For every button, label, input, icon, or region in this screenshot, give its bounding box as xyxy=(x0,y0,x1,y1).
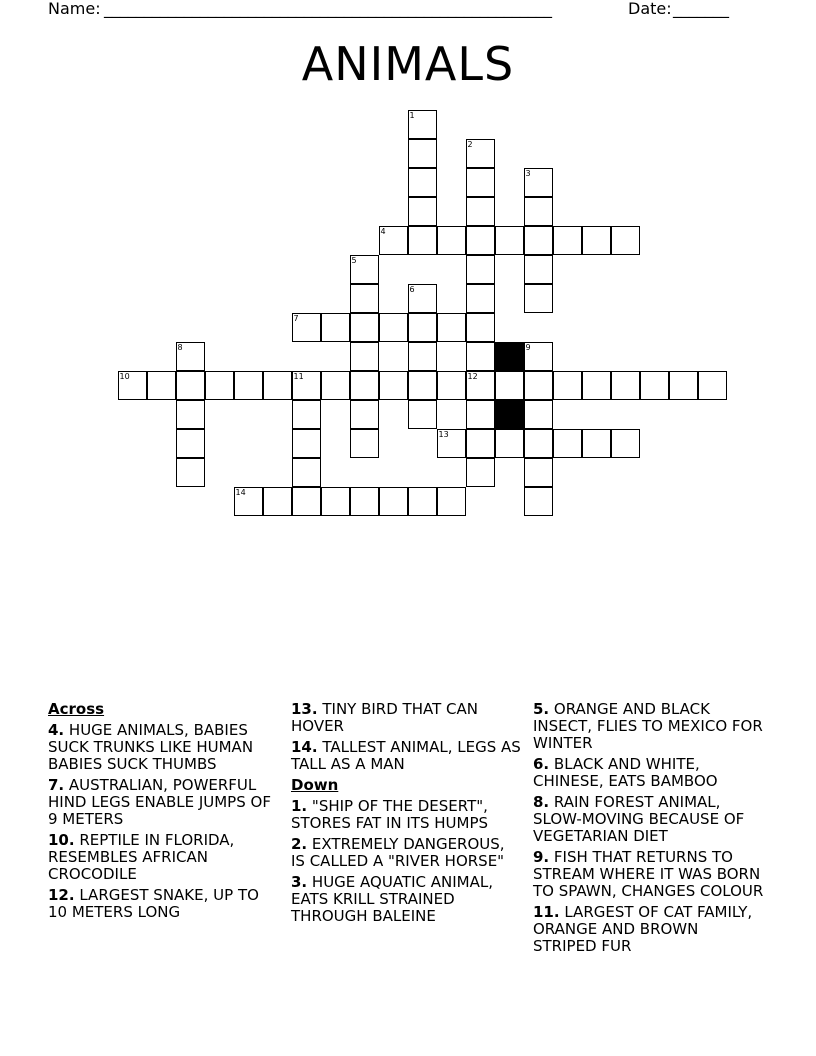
cell-number: 1 xyxy=(409,110,415,120)
grid-cell[interactable] xyxy=(408,284,437,313)
cell-number: 9 xyxy=(525,342,531,352)
grid-cell[interactable] xyxy=(176,371,205,400)
clue-number: 13. xyxy=(291,700,318,718)
grid-cell[interactable] xyxy=(582,429,611,458)
grid-cell[interactable] xyxy=(408,487,437,516)
grid-cell[interactable] xyxy=(176,429,205,458)
grid-cell[interactable] xyxy=(698,371,727,400)
clue-across-7 xyxy=(48,777,280,828)
clue-number: 14. xyxy=(291,738,318,756)
clue-column-1 xyxy=(48,701,280,925)
clue-down-11 xyxy=(533,904,765,955)
clue-down-6 xyxy=(533,756,765,790)
grid-cell[interactable] xyxy=(524,168,553,197)
clue-number: 6. xyxy=(533,755,550,773)
grid-cell[interactable] xyxy=(379,487,408,516)
grid-cell[interactable] xyxy=(524,197,553,226)
grid-cell[interactable] xyxy=(611,429,640,458)
clue-number: 5. xyxy=(533,700,550,718)
grid-cell[interactable] xyxy=(263,487,292,516)
clue-across-13 xyxy=(291,701,523,735)
grid-cell[interactable] xyxy=(147,371,176,400)
cell-number: 6 xyxy=(409,284,415,294)
grid-cell[interactable] xyxy=(524,342,553,371)
grid-cell[interactable] xyxy=(524,371,553,400)
cell-number: 13 xyxy=(438,429,449,439)
cell-number: 12 xyxy=(467,371,478,381)
clue-text: RAIN FOREST ANIMAL, SLOW-MOVING BECAUSE OF VEGETARIAN DIET xyxy=(533,793,745,845)
grid-cell[interactable] xyxy=(553,371,582,400)
grid-cell[interactable] xyxy=(524,226,553,255)
grid-cell[interactable] xyxy=(524,487,553,516)
grid-cell[interactable] xyxy=(234,371,263,400)
grid-cell[interactable] xyxy=(437,313,466,342)
grid-cell[interactable] xyxy=(640,371,669,400)
grid-cell[interactable] xyxy=(408,371,437,400)
cell-number: 14 xyxy=(235,487,246,497)
grid-cell[interactable] xyxy=(466,342,495,371)
clue-number: 2. xyxy=(291,835,308,853)
clue-number: 7. xyxy=(48,776,65,794)
grid-cell[interactable] xyxy=(611,226,640,255)
grid-cell[interactable] xyxy=(292,458,321,487)
grid-cell[interactable] xyxy=(582,226,611,255)
grid-cell[interactable] xyxy=(466,458,495,487)
cell-number: 4 xyxy=(380,226,386,236)
grid-cell[interactable] xyxy=(553,226,582,255)
clue-text: BLACK AND WHITE, CHINESE, EATS BAMBOO xyxy=(533,755,718,790)
clue-text: REPTILE IN FLORIDA, RESEMBLES AFRICAN CROCODILE xyxy=(48,831,235,883)
date-label: Date: xyxy=(628,0,672,18)
date-field[interactable]: _______ xyxy=(673,0,729,18)
across-heading: Across xyxy=(48,700,105,718)
clue-number: 1. xyxy=(291,797,308,815)
grid-cell[interactable] xyxy=(495,226,524,255)
grid-cell[interactable] xyxy=(350,371,379,400)
grid-cell[interactable] xyxy=(466,168,495,197)
grid-cell[interactable] xyxy=(379,371,408,400)
grid-cell[interactable] xyxy=(408,197,437,226)
grid-cell[interactable] xyxy=(495,429,524,458)
clue-text: TALLEST ANIMAL, LEGS AS TALL AS A MAN xyxy=(291,738,521,773)
grid-cell[interactable] xyxy=(669,371,698,400)
grid-cell[interactable] xyxy=(495,371,524,400)
clue-column-2 xyxy=(291,701,523,929)
grid-cell[interactable] xyxy=(524,255,553,284)
cell-number: 10 xyxy=(119,371,130,381)
clue-down-3 xyxy=(291,874,523,925)
grid-cell[interactable] xyxy=(379,313,408,342)
grid-cell[interactable] xyxy=(466,313,495,342)
grid-cell[interactable] xyxy=(292,487,321,516)
clue-down-8 xyxy=(533,794,765,845)
grid-cell[interactable] xyxy=(205,371,234,400)
grid-cell[interactable] xyxy=(292,313,321,342)
grid-cell[interactable] xyxy=(466,400,495,429)
grid-cell[interactable] xyxy=(321,487,350,516)
name-field[interactable]: ________________________________________________________ xyxy=(104,0,552,18)
grid-cell[interactable] xyxy=(350,400,379,429)
grid-cell[interactable] xyxy=(350,487,379,516)
puzzle-title: ANIMALS xyxy=(301,37,515,91)
grid-cell[interactable] xyxy=(176,400,205,429)
clue-number: 4. xyxy=(48,721,65,739)
grid-cell[interactable] xyxy=(379,226,408,255)
grid-cell[interactable] xyxy=(466,197,495,226)
cell-number: 5 xyxy=(351,255,357,265)
grid-cell[interactable] xyxy=(437,429,466,458)
grid-cell[interactable] xyxy=(408,226,437,255)
clue-across-4 xyxy=(48,722,280,773)
clue-across-10 xyxy=(48,832,280,883)
clue-number: 3. xyxy=(291,873,308,891)
grid-cell[interactable] xyxy=(118,371,147,400)
grid-cell[interactable] xyxy=(466,371,495,400)
grid-cell-black xyxy=(495,342,524,371)
grid-cell[interactable] xyxy=(408,110,437,139)
clue-down-9 xyxy=(533,849,765,900)
grid-cell[interactable] xyxy=(350,342,379,371)
grid-cell[interactable] xyxy=(466,284,495,313)
clue-across-14 xyxy=(291,739,523,773)
clue-text: HUGE AQUATIC ANIMAL, EATS KRILL STRAINED THROUGH BALEINE xyxy=(291,873,493,925)
grid-cell[interactable] xyxy=(466,429,495,458)
cell-number: 11 xyxy=(293,371,304,381)
clue-down-1 xyxy=(291,798,523,832)
grid-cell[interactable] xyxy=(466,255,495,284)
grid-cell[interactable] xyxy=(408,168,437,197)
grid-cell[interactable] xyxy=(437,487,466,516)
cell-number: 7 xyxy=(293,313,299,323)
grid-cell[interactable] xyxy=(292,429,321,458)
grid-cell[interactable] xyxy=(524,400,553,429)
clue-text: LARGEST OF CAT FAMILY, ORANGE AND BROWN STRIPED FUR xyxy=(533,903,753,955)
grid-cell[interactable] xyxy=(437,226,466,255)
grid-cell[interactable] xyxy=(408,400,437,429)
grid-cell[interactable] xyxy=(466,226,495,255)
clue-number: 8. xyxy=(533,793,550,811)
grid-cell[interactable] xyxy=(321,313,350,342)
clue-number: 11. xyxy=(533,903,560,921)
clue-down-2 xyxy=(291,836,523,870)
grid-cell[interactable] xyxy=(350,255,379,284)
clue-text: HUGE ANIMALS, BABIES SUCK TRUNKS LIKE HUMAN BABIES SUCK THUMBS xyxy=(48,721,254,773)
cell-number: 8 xyxy=(177,342,183,352)
grid-cell-black xyxy=(495,400,524,429)
grid-cell[interactable] xyxy=(524,284,553,313)
clue-text: AUSTRALIAN, POWERFUL HIND LEGS ENABLE JUMPS OF 9 METERS xyxy=(48,776,271,828)
clue-text: "SHIP OF THE DESERT", STORES FAT IN ITS HUMPS xyxy=(291,797,489,832)
grid-cell[interactable] xyxy=(524,429,553,458)
name-label: Name: xyxy=(48,0,101,18)
grid-cell[interactable] xyxy=(176,458,205,487)
clue-number: 10. xyxy=(48,831,75,849)
clue-number: 9. xyxy=(533,848,550,866)
down-heading: Down xyxy=(291,776,339,794)
grid-cell[interactable] xyxy=(408,313,437,342)
grid-cell[interactable] xyxy=(611,371,640,400)
grid-cell[interactable] xyxy=(350,429,379,458)
grid-cell[interactable] xyxy=(466,139,495,168)
clue-text: FISH THAT RETURNS TO STREAM WHERE IT WAS BORN TO SPAWN, CHANGES COLOUR xyxy=(533,848,764,900)
grid-cell[interactable] xyxy=(263,371,292,400)
clue-across-12 xyxy=(48,887,280,921)
cell-number: 3 xyxy=(525,168,531,178)
clue-text: TINY BIRD THAT CAN HOVER xyxy=(291,700,478,735)
clue-text: LARGEST SNAKE, UP TO 10 METERS LONG xyxy=(48,886,259,921)
grid-cell[interactable] xyxy=(524,458,553,487)
grid-cell[interactable] xyxy=(292,400,321,429)
grid-cell[interactable] xyxy=(408,342,437,371)
clue-number: 12. xyxy=(48,886,75,904)
clue-column-3 xyxy=(533,701,765,959)
grid-cell[interactable] xyxy=(408,139,437,168)
grid-cell[interactable] xyxy=(350,313,379,342)
cell-number: 2 xyxy=(467,139,473,149)
grid-cell[interactable] xyxy=(437,371,466,400)
clue-down-5 xyxy=(533,701,765,752)
grid-cell[interactable] xyxy=(321,371,350,400)
grid-cell[interactable] xyxy=(234,487,263,516)
grid-cell[interactable] xyxy=(292,371,321,400)
grid-cell[interactable] xyxy=(176,342,205,371)
clue-text: ORANGE AND BLACK INSECT, FLIES TO MEXICO FOR WINTER xyxy=(533,700,763,752)
grid-cell[interactable] xyxy=(350,284,379,313)
clue-text: EXTREMELY DANGEROUS, IS CALLED A "RIVER HORSE" xyxy=(291,835,505,870)
grid-cell[interactable] xyxy=(553,429,582,458)
grid-cell[interactable] xyxy=(582,371,611,400)
